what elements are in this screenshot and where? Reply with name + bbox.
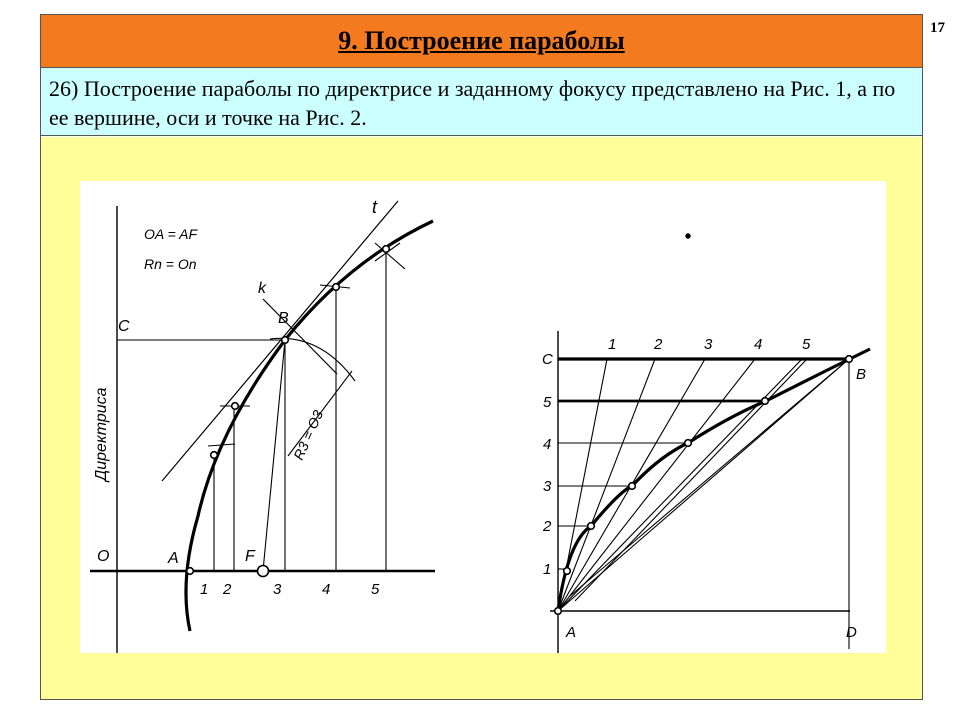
fig2-top-1: 1: [608, 336, 617, 353]
fig2-top-3: 3: [704, 336, 713, 353]
description-text: 26) Построение параболы по директрисе и заданному фокусу представлено на Рис. 1, а по ее вершине, оси и точке на Рис. 2.: [49, 76, 896, 130]
fig1-tick-4: 4: [322, 581, 331, 598]
title-bar: [41, 15, 922, 68]
page-number: 17: [930, 20, 945, 36]
fig2-label-d: D: [846, 624, 857, 641]
fig2-top-5: 5: [802, 336, 811, 353]
fig2-label-b: B: [856, 366, 867, 383]
fig1-tick-1: 1: [200, 581, 209, 598]
fig2-side-4: 4: [543, 436, 552, 453]
fig2-side-2: 2: [543, 518, 552, 535]
fig1-label-f: F: [245, 548, 255, 565]
figure-panel: [80, 181, 886, 653]
fig2-label-c: C: [542, 351, 553, 368]
fig1-label-c: C: [118, 318, 130, 335]
fig2-top-2: 2: [654, 336, 663, 353]
fig1-formula-1: OA = AF: [144, 226, 198, 242]
fig1-label-a: A: [168, 550, 179, 567]
fig1-label-k: k: [258, 280, 266, 297]
fig1-label-radius: R3 = O3: [290, 407, 327, 463]
fig1-tick-2: 2: [223, 581, 232, 598]
fig1-tick-3: 3: [273, 581, 282, 598]
fig1-label-o: O: [97, 548, 110, 565]
slide-title: 9. Построение параболы: [338, 26, 625, 55]
fig2-side-3: 3: [543, 478, 552, 495]
parabola-drawings: [80, 181, 886, 653]
fig2-side-5: 5: [543, 394, 552, 411]
fig2-side-1: 1: [543, 561, 552, 578]
fig1-label-b: B: [278, 310, 289, 327]
slide-frame: [40, 14, 923, 700]
fig1-label-directrix: Директриса: [93, 387, 110, 481]
image-area: [41, 137, 922, 699]
fig1-formula-2: Rn = On: [144, 256, 197, 272]
fig1-tick-5: 5: [371, 581, 380, 598]
fig1-label-t: t: [372, 197, 378, 217]
description-box: [41, 68, 922, 136]
fig2-label-a: A: [566, 624, 577, 641]
fig2-top-4: 4: [754, 336, 763, 353]
